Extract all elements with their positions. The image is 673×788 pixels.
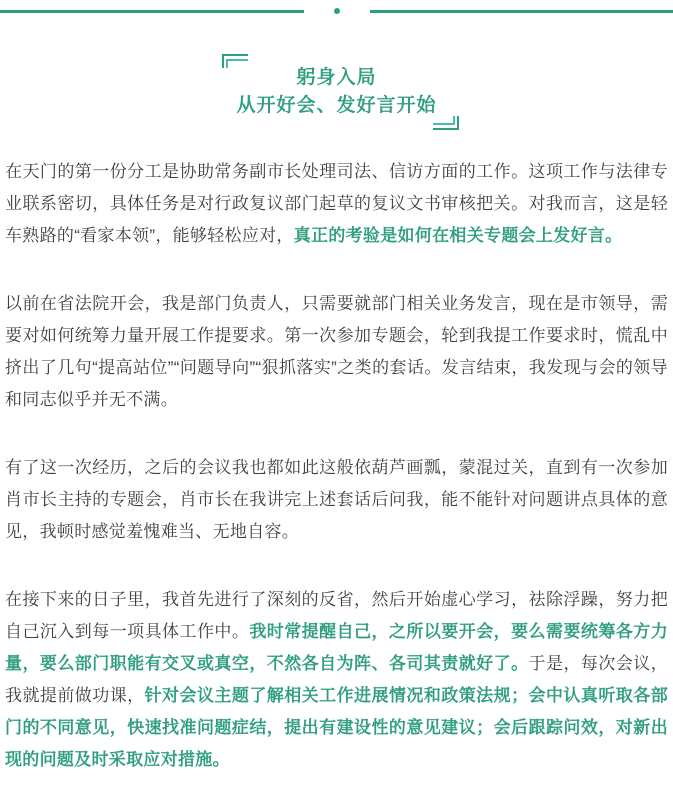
paragraph <box>5 156 668 252</box>
header-divider <box>0 0 673 14</box>
divider-line-left <box>0 10 304 13</box>
emphasis-text-segment: 针对会议主题了解相关工作进展情况和政策法规；会中认真听取各部门的不同意见，快速找准问题症结，提出有建设性的意见建议；会后跟踪问效，对新出现的问题及时采取应对措施。 <box>5 686 668 769</box>
quote-bracket-bottom-right-icon <box>431 114 459 130</box>
text-segment: 在天门的第一份分工是协助常务副市长处理司法、信访方面的工作。这项工作与法律专业联系密切，具体任务是对行政复议部门起草的复议文书审核把关。对我而言，这是轻车熟路的“看家本领”，能够轻松应对， <box>5 162 668 245</box>
text-segment: 于是，每次会议，我就提前做功课， <box>5 654 669 705</box>
title-line-1: 躬身入局 <box>296 67 377 88</box>
paragraph <box>5 288 668 416</box>
paragraph <box>5 452 668 548</box>
text-segment: 在接下来的日子里，我首先进行了深刻的反省，然后开始虚心学习，祛除浮躁，努力把自己沉入到每一项具体工作中。 <box>5 590 668 641</box>
divider-line-right <box>370 10 673 13</box>
title-line-2: 从开好会、发好言开始 <box>236 95 437 116</box>
emphasis-text-segment: 真正的考验是如何在相关专题会上发好言。 <box>293 226 623 245</box>
article-title <box>236 64 436 120</box>
emphasis-text-segment: 我时常提醒自己，之所以要开会，要么需要统筹各方力量，要么部门职能有交叉或真空，不然各自为阵、各司其责就好了。 <box>5 622 669 673</box>
quote-bracket-top-left-icon <box>222 54 250 70</box>
text-segment: 有了这一次经历，之后的会议我也都如此这般依葫芦画瓢，蒙混过关，直到有一次参加肖市长主持的专题会，肖市长在我讲完上述套话后问我，能不能针对问题讲点具体的意见，我顿时感觉羞愧难当、无地自容。 <box>5 458 668 541</box>
divider-dot-icon <box>334 8 340 14</box>
paragraph <box>5 584 668 776</box>
text-segment: 以前在省法院开会，我是部门负责人，只需要就部门相关业务发言，现在是市领导，需要对如何统筹力量开展工作提要求。第一次参加专题会，轮到我提工作要求时，慌乱中挤出了几句“提高站位”“问题导向”“狠抓落实”之类的套话。发言结束，我发现与会的领导和同志似乎并无不满。 <box>5 294 668 409</box>
article-body <box>0 156 673 776</box>
